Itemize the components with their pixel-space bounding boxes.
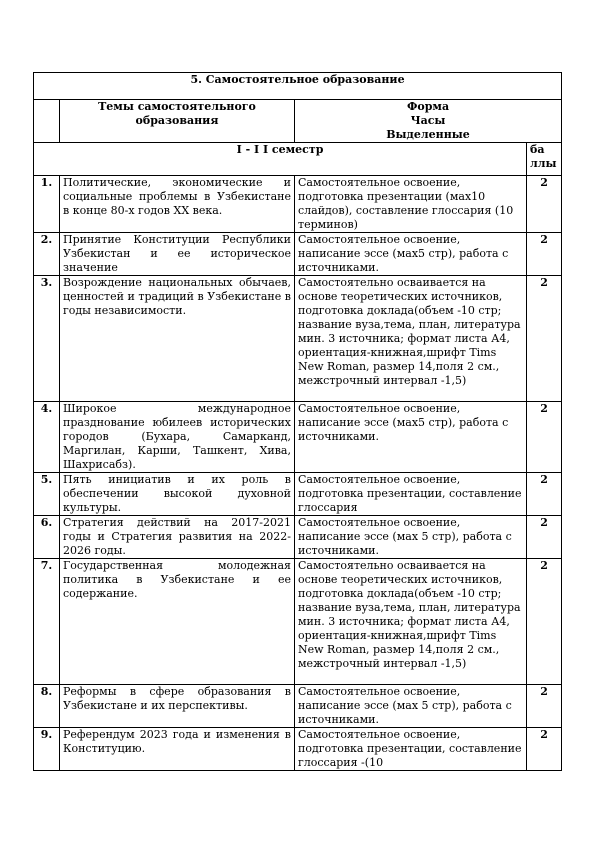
header-topics: Темы самостоятельного образования bbox=[60, 100, 295, 143]
row-form: Самостоятельное освоение, написание эссе (мах5 стр), работа с источниками. bbox=[295, 402, 527, 473]
table-rows bbox=[34, 176, 562, 771]
row-number: 8. bbox=[34, 685, 60, 728]
header-allocated: Выделенные bbox=[386, 128, 470, 141]
row-points: 2 bbox=[527, 516, 562, 559]
row-number: 7. bbox=[34, 559, 60, 685]
table-row bbox=[34, 276, 562, 402]
row-number: 3. bbox=[34, 276, 60, 402]
row-points: 2 bbox=[527, 176, 562, 233]
row-topic: Стратегия действий на 2017-2021 годы и Стратегия развития на 2022-2026 годы. bbox=[60, 516, 295, 559]
table-row bbox=[34, 516, 562, 559]
table-row bbox=[34, 728, 562, 771]
row-topic: Реформы в сфере образования в Узбекистане и их перспективы. bbox=[60, 685, 295, 728]
self-study-table bbox=[33, 72, 562, 771]
header-row bbox=[34, 100, 562, 143]
row-form: Самостоятельно осваивается на основе теоретических источников, подготовка доклада(объем -10 стр; название вуза,тема, план, литература мин. 3 источника; формат листа А4, ориентация-книжная,шрифт Tims New Roman, размер 14,поля 2 см., межстрочный интервал -1,5) bbox=[295, 276, 527, 402]
points-header: ба ллы bbox=[527, 143, 562, 176]
row-topic: Референдум 2023 года и изменения в Конституцию. bbox=[60, 728, 295, 771]
row-form: Самостоятельное освоение, написание эссе (мах5 стр), работа с источниками. bbox=[295, 233, 527, 276]
row-points: 2 bbox=[527, 728, 562, 771]
row-points: 2 bbox=[527, 685, 562, 728]
row-form: Самостоятельное освоение, подготовка презентации, составление глоссария -(10 bbox=[295, 728, 527, 771]
row-topic: Принятие Конституции Республики Узбекистан и ее историческое значение bbox=[60, 233, 295, 276]
row-topic: Пять инициатив и их роль в обеспечении высокой духовной культуры. bbox=[60, 473, 295, 516]
row-number: 6. bbox=[34, 516, 60, 559]
row-number: 5. bbox=[34, 473, 60, 516]
row-form: Самостоятельное освоение, подготовка презентации (мах10 слайдов), составление глоссария (10 терминов) bbox=[295, 176, 527, 233]
table-row bbox=[34, 176, 562, 233]
row-form: Самостоятельное освоение, написание эссе (мах 5 стр), работа с источниками. bbox=[295, 516, 527, 559]
row-number: 9. bbox=[34, 728, 60, 771]
semester-row bbox=[34, 143, 562, 176]
header-form: Форма bbox=[406, 100, 450, 113]
header-form-cell bbox=[295, 100, 562, 143]
row-points: 2 bbox=[527, 402, 562, 473]
header-empty-cell bbox=[34, 100, 60, 143]
row-points: 2 bbox=[527, 233, 562, 276]
table-row bbox=[34, 473, 562, 516]
header-hours: Часы bbox=[410, 114, 446, 127]
row-number: 4. bbox=[34, 402, 60, 473]
row-form: Самостоятельное освоение, подготовка презентации, составление глоссария bbox=[295, 473, 527, 516]
row-topic: Государственная молодежная политика в Узбекистане и ее содержание. bbox=[60, 559, 295, 685]
row-form: Самостоятельно осваивается на основе теоретических источников, подготовка доклада(объем -10 стр; название вуза,тема, план, литература мин. 3 источника; формат листа А4, ориентация-книжная,шрифт Tims New Roman, размер 14,поля 2 см., межстрочный интервал -1,5) bbox=[295, 559, 527, 685]
table-title: 5. Самостоятельное образование bbox=[34, 73, 562, 100]
row-points: 2 bbox=[527, 559, 562, 685]
row-number: 2. bbox=[34, 233, 60, 276]
row-topic: Широкое международное празднование юбилеев исторических городов (Бухара, Самарканд, Маргилан, Карши, Ташкент, Хива, Шахрисабз). bbox=[60, 402, 295, 473]
row-form: Самостоятельное освоение, написание эссе (мах 5 стр), работа с источниками. bbox=[295, 685, 527, 728]
row-number: 1. bbox=[34, 176, 60, 233]
table-row bbox=[34, 685, 562, 728]
row-points: 2 bbox=[527, 473, 562, 516]
table-title-row bbox=[34, 73, 562, 100]
table-row bbox=[34, 233, 562, 276]
row-topic: Возрождение национальных обычаев, ценностей и традиций в Узбекистане в годы независимости. bbox=[60, 276, 295, 402]
table-row bbox=[34, 402, 562, 473]
semester-label: I - I I семестр bbox=[34, 143, 527, 176]
row-points: 2 bbox=[527, 276, 562, 402]
table-row bbox=[34, 559, 562, 685]
row-topic: Политические, экономические и социальные проблемы в Узбекистане в конце 80-х годов XX века. bbox=[60, 176, 295, 233]
